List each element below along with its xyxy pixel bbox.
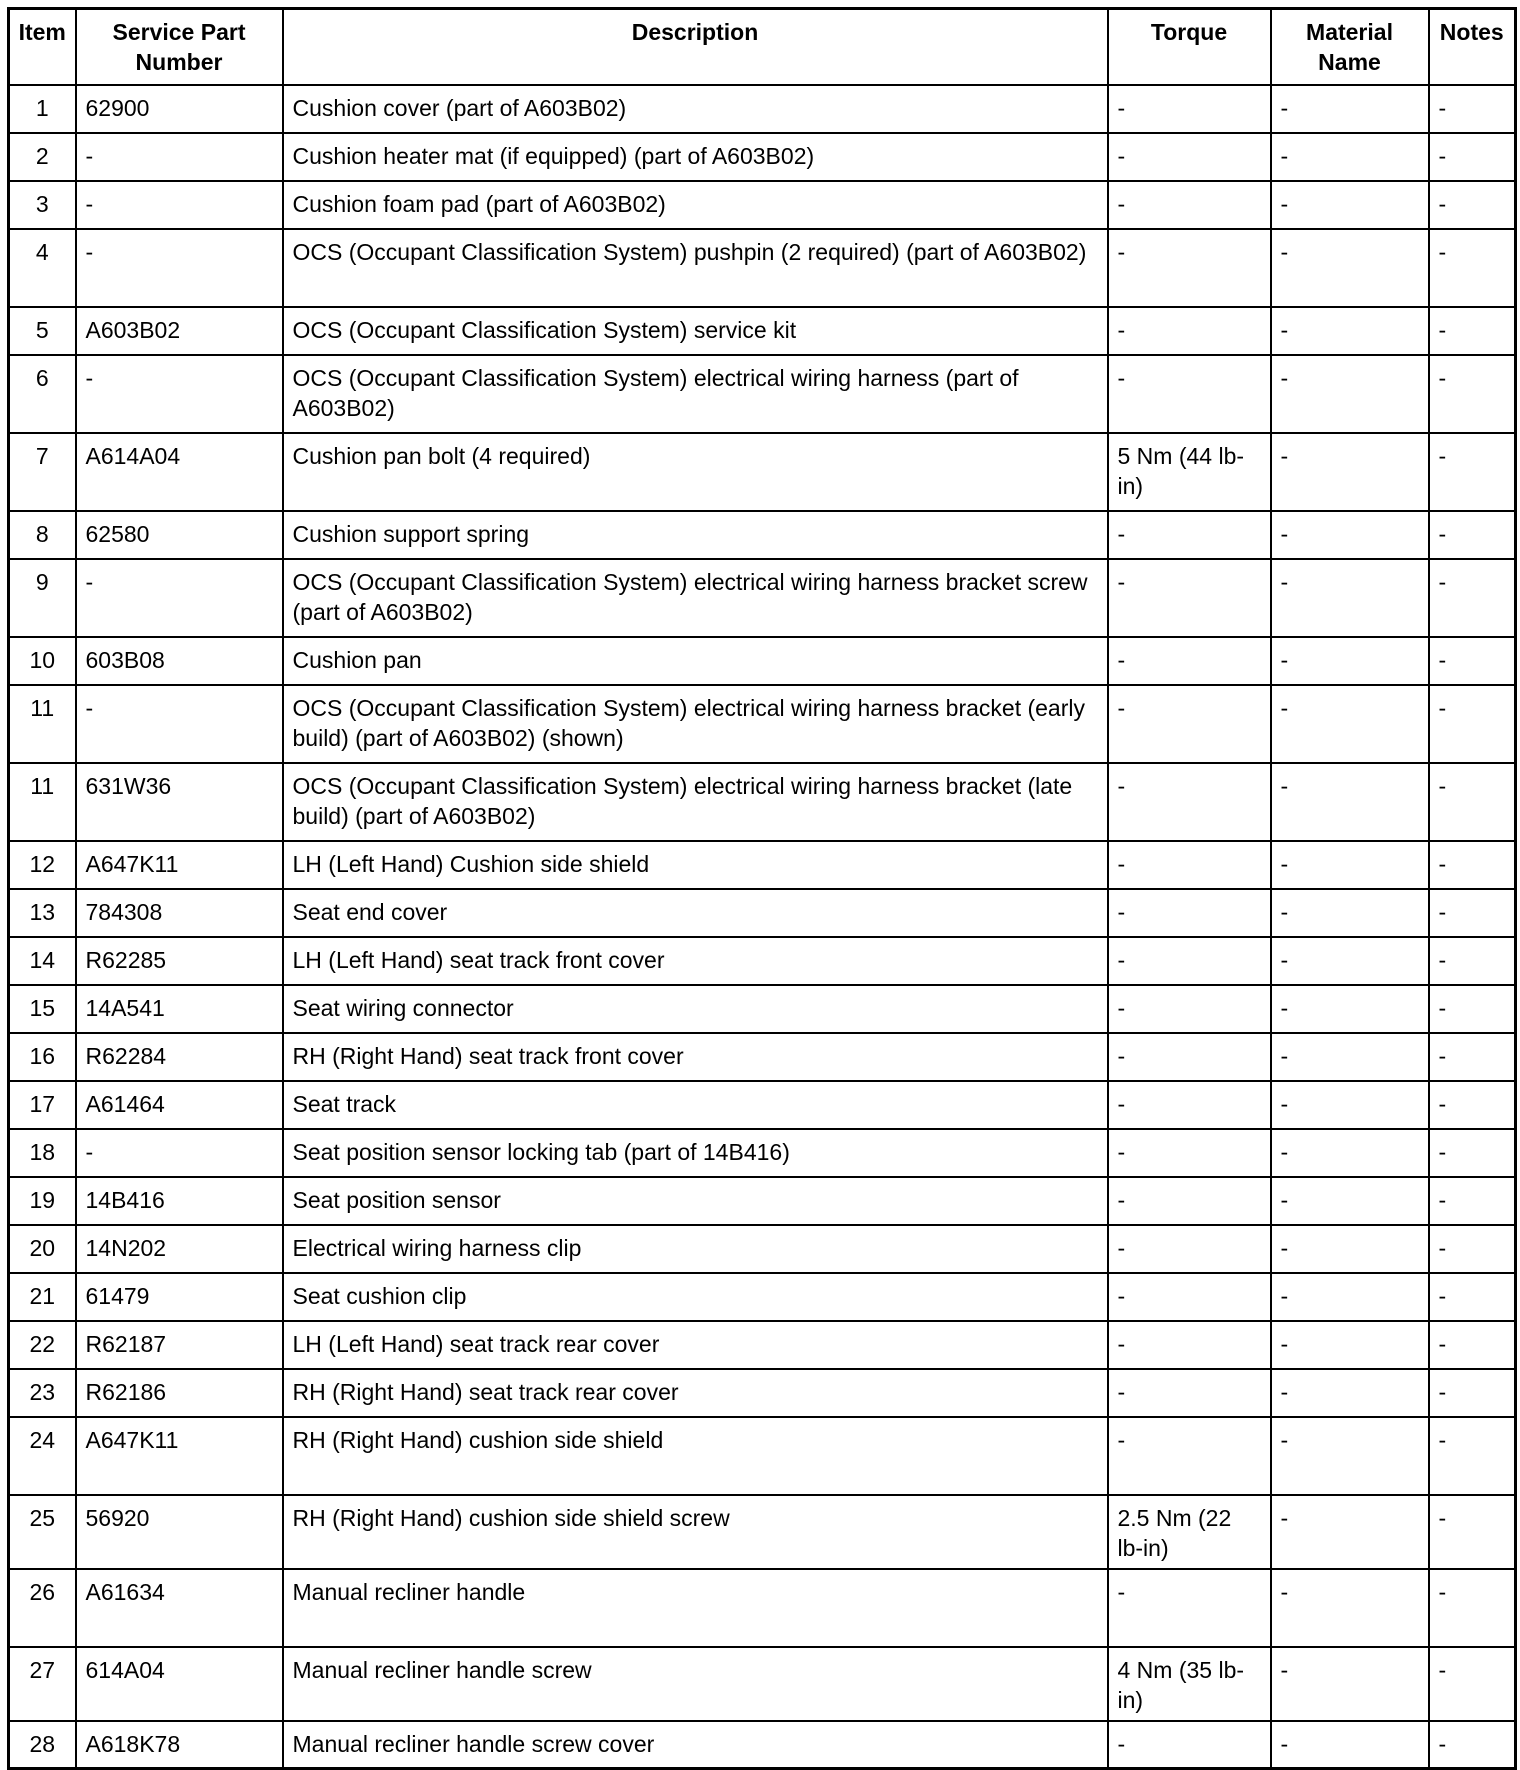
- cell-service-part-number: -: [76, 133, 283, 181]
- cell-service-part-number: 603B08: [76, 637, 283, 685]
- cell-item: 15: [9, 985, 76, 1033]
- cell-torque: -: [1108, 85, 1271, 133]
- cell-notes: -: [1429, 355, 1516, 433]
- header-torque: Torque: [1108, 9, 1271, 85]
- cell-item: 3: [9, 181, 76, 229]
- cell-torque: -: [1108, 307, 1271, 355]
- cell-item: 6: [9, 355, 76, 433]
- cell-torque: -: [1108, 1225, 1271, 1273]
- cell-notes: -: [1429, 1225, 1516, 1273]
- cell-description: OCS (Occupant Classification System) electrical wiring harness bracket screw (part of A603B02): [283, 559, 1108, 637]
- cell-item: 21: [9, 1273, 76, 1321]
- cell-item: 25: [9, 1495, 76, 1569]
- cell-service-part-number: A603B02: [76, 307, 283, 355]
- cell-material-name: -: [1271, 1417, 1429, 1495]
- cell-material-name: -: [1271, 1129, 1429, 1177]
- cell-description: RH (Right Hand) seat track front cover: [283, 1033, 1108, 1081]
- table-row: [9, 85, 1516, 133]
- cell-torque: -: [1108, 889, 1271, 937]
- cell-material-name: -: [1271, 559, 1429, 637]
- cell-torque: -: [1108, 637, 1271, 685]
- cell-description: OCS (Occupant Classification System) electrical wiring harness (part of A603B02): [283, 355, 1108, 433]
- cell-torque: -: [1108, 985, 1271, 1033]
- table-row: [9, 1081, 1516, 1129]
- cell-item: 16: [9, 1033, 76, 1081]
- cell-notes: -: [1429, 511, 1516, 559]
- cell-description: RH (Right Hand) cushion side shield screw: [283, 1495, 1108, 1569]
- cell-description: Manual recliner handle screw cover: [283, 1721, 1108, 1769]
- cell-notes: -: [1429, 1321, 1516, 1369]
- cell-description: RH (Right Hand) seat track rear cover: [283, 1369, 1108, 1417]
- cell-item: 5: [9, 307, 76, 355]
- cell-service-part-number: 62580: [76, 511, 283, 559]
- cell-material-name: -: [1271, 1273, 1429, 1321]
- cell-notes: -: [1429, 889, 1516, 937]
- cell-service-part-number: 784308: [76, 889, 283, 937]
- cell-description: Seat cushion clip: [283, 1273, 1108, 1321]
- cell-service-part-number: R62285: [76, 937, 283, 985]
- cell-material-name: -: [1271, 1369, 1429, 1417]
- cell-description: Seat position sensor: [283, 1177, 1108, 1225]
- cell-material-name: -: [1271, 1081, 1429, 1129]
- cell-notes: -: [1429, 1417, 1516, 1495]
- cell-description: Cushion foam pad (part of A603B02): [283, 181, 1108, 229]
- cell-torque: 2.5 Nm (22 lb-in): [1108, 1495, 1271, 1569]
- cell-torque: -: [1108, 1177, 1271, 1225]
- cell-notes: -: [1429, 985, 1516, 1033]
- cell-torque: -: [1108, 229, 1271, 307]
- cell-service-part-number: -: [76, 355, 283, 433]
- cell-description: Cushion support spring: [283, 511, 1108, 559]
- cell-notes: -: [1429, 937, 1516, 985]
- cell-description: Cushion heater mat (if equipped) (part of A603B02): [283, 133, 1108, 181]
- cell-notes: -: [1429, 1569, 1516, 1647]
- table-row: [9, 937, 1516, 985]
- cell-notes: -: [1429, 307, 1516, 355]
- cell-notes: -: [1429, 133, 1516, 181]
- cell-service-part-number: A61464: [76, 1081, 283, 1129]
- cell-service-part-number: 56920: [76, 1495, 283, 1569]
- cell-material-name: -: [1271, 937, 1429, 985]
- table-row: [9, 1321, 1516, 1369]
- cell-torque: -: [1108, 763, 1271, 841]
- cell-notes: -: [1429, 1177, 1516, 1225]
- cell-torque: -: [1108, 559, 1271, 637]
- cell-item: 26: [9, 1569, 76, 1647]
- cell-service-part-number: A647K11: [76, 841, 283, 889]
- cell-description: Seat position sensor locking tab (part of 14B416): [283, 1129, 1108, 1177]
- header-description: Description: [283, 9, 1108, 85]
- cell-description: OCS (Occupant Classification System) pushpin (2 required) (part of A603B02): [283, 229, 1108, 307]
- parts-table: [7, 7, 1517, 1770]
- cell-material-name: -: [1271, 841, 1429, 889]
- cell-notes: -: [1429, 763, 1516, 841]
- table-row: [9, 685, 1516, 763]
- cell-service-part-number: 62900: [76, 85, 283, 133]
- cell-item: 28: [9, 1721, 76, 1769]
- cell-material-name: -: [1271, 433, 1429, 511]
- cell-service-part-number: 614A04: [76, 1647, 283, 1721]
- cell-service-part-number: 61479: [76, 1273, 283, 1321]
- cell-material-name: -: [1271, 355, 1429, 433]
- cell-notes: -: [1429, 1273, 1516, 1321]
- cell-notes: -: [1429, 559, 1516, 637]
- cell-material-name: -: [1271, 763, 1429, 841]
- cell-torque: -: [1108, 1081, 1271, 1129]
- cell-material-name: -: [1271, 229, 1429, 307]
- cell-material-name: -: [1271, 1569, 1429, 1647]
- cell-notes: -: [1429, 841, 1516, 889]
- cell-torque: -: [1108, 685, 1271, 763]
- cell-item: 18: [9, 1129, 76, 1177]
- cell-description: Seat track: [283, 1081, 1108, 1129]
- cell-item: 9: [9, 559, 76, 637]
- table-row: [9, 1273, 1516, 1321]
- header-service-part-number: Service Part Number: [76, 9, 283, 85]
- table-row: [9, 307, 1516, 355]
- cell-item: 2: [9, 133, 76, 181]
- cell-service-part-number: -: [76, 559, 283, 637]
- cell-torque: 4 Nm (35 lb-in): [1108, 1647, 1271, 1721]
- cell-torque: -: [1108, 937, 1271, 985]
- cell-material-name: -: [1271, 889, 1429, 937]
- cell-material-name: -: [1271, 685, 1429, 763]
- cell-description: LH (Left Hand) seat track front cover: [283, 937, 1108, 985]
- header-notes: Notes: [1429, 9, 1516, 85]
- cell-item: 4: [9, 229, 76, 307]
- cell-torque: -: [1108, 1033, 1271, 1081]
- cell-notes: -: [1429, 685, 1516, 763]
- cell-notes: -: [1429, 1721, 1516, 1769]
- cell-item: 11: [9, 763, 76, 841]
- table-row: [9, 1225, 1516, 1273]
- cell-material-name: -: [1271, 1033, 1429, 1081]
- cell-torque: -: [1108, 181, 1271, 229]
- cell-torque: -: [1108, 1417, 1271, 1495]
- cell-item: 19: [9, 1177, 76, 1225]
- cell-service-part-number: A614A04: [76, 433, 283, 511]
- table-row: [9, 1647, 1516, 1721]
- cell-service-part-number: 14B416: [76, 1177, 283, 1225]
- cell-item: 17: [9, 1081, 76, 1129]
- cell-notes: -: [1429, 85, 1516, 133]
- cell-notes: -: [1429, 433, 1516, 511]
- header-row: [9, 9, 1516, 85]
- cell-item: 1: [9, 85, 76, 133]
- cell-material-name: -: [1271, 1321, 1429, 1369]
- cell-material-name: -: [1271, 1495, 1429, 1569]
- cell-torque: -: [1108, 1369, 1271, 1417]
- cell-notes: -: [1429, 1129, 1516, 1177]
- table-row: [9, 1369, 1516, 1417]
- table-row: [9, 763, 1516, 841]
- cell-notes: -: [1429, 637, 1516, 685]
- cell-notes: -: [1429, 1369, 1516, 1417]
- cell-material-name: -: [1271, 1647, 1429, 1721]
- cell-service-part-number: R62186: [76, 1369, 283, 1417]
- cell-torque: -: [1108, 1721, 1271, 1769]
- cell-item: 8: [9, 511, 76, 559]
- cell-torque: -: [1108, 1569, 1271, 1647]
- cell-description: LH (Left Hand) Cushion side shield: [283, 841, 1108, 889]
- table-row: [9, 1177, 1516, 1225]
- table-row: [9, 1721, 1516, 1769]
- table-row: [9, 181, 1516, 229]
- cell-description: OCS (Occupant Classification System) service kit: [283, 307, 1108, 355]
- cell-service-part-number: 14N202: [76, 1225, 283, 1273]
- cell-torque: 5 Nm (44 lb-in): [1108, 433, 1271, 511]
- cell-description: Manual recliner handle screw: [283, 1647, 1108, 1721]
- table-row: [9, 511, 1516, 559]
- cell-item: 11: [9, 685, 76, 763]
- table-row: [9, 889, 1516, 937]
- cell-service-part-number: A647K11: [76, 1417, 283, 1495]
- cell-notes: -: [1429, 1033, 1516, 1081]
- table-body: [9, 85, 1516, 1769]
- cell-description: Seat wiring connector: [283, 985, 1108, 1033]
- table-row: [9, 985, 1516, 1033]
- cell-description: OCS (Occupant Classification System) electrical wiring harness bracket (late build) (part of A603B02): [283, 763, 1108, 841]
- cell-torque: -: [1108, 355, 1271, 433]
- cell-service-part-number: -: [76, 181, 283, 229]
- header-item: Item: [9, 9, 76, 85]
- cell-service-part-number: A61634: [76, 1569, 283, 1647]
- table-row: [9, 433, 1516, 511]
- cell-service-part-number: 631W36: [76, 763, 283, 841]
- cell-description: LH (Left Hand) seat track rear cover: [283, 1321, 1108, 1369]
- table-row: [9, 637, 1516, 685]
- cell-torque: -: [1108, 1273, 1271, 1321]
- cell-service-part-number: -: [76, 685, 283, 763]
- cell-description: Electrical wiring harness clip: [283, 1225, 1108, 1273]
- cell-material-name: -: [1271, 637, 1429, 685]
- table-row: [9, 841, 1516, 889]
- cell-torque: -: [1108, 1129, 1271, 1177]
- cell-notes: -: [1429, 1495, 1516, 1569]
- table-row: [9, 1033, 1516, 1081]
- table-header: [9, 9, 1516, 85]
- cell-item: 12: [9, 841, 76, 889]
- cell-material-name: -: [1271, 1225, 1429, 1273]
- cell-description: OCS (Occupant Classification System) electrical wiring harness bracket (early build) (part of A603B02) (shown): [283, 685, 1108, 763]
- cell-service-part-number: R62187: [76, 1321, 283, 1369]
- cell-torque: -: [1108, 133, 1271, 181]
- cell-description: RH (Right Hand) cushion side shield: [283, 1417, 1108, 1495]
- cell-item: 24: [9, 1417, 76, 1495]
- cell-material-name: -: [1271, 307, 1429, 355]
- cell-item: 7: [9, 433, 76, 511]
- cell-service-part-number: A618K78: [76, 1721, 283, 1769]
- cell-description: Cushion cover (part of A603B02): [283, 85, 1108, 133]
- cell-torque: -: [1108, 511, 1271, 559]
- cell-service-part-number: -: [76, 229, 283, 307]
- cell-description: Cushion pan bolt (4 required): [283, 433, 1108, 511]
- cell-material-name: -: [1271, 85, 1429, 133]
- cell-item: 14: [9, 937, 76, 985]
- cell-item: 10: [9, 637, 76, 685]
- cell-notes: -: [1429, 181, 1516, 229]
- cell-item: 27: [9, 1647, 76, 1721]
- table-row: [9, 1569, 1516, 1647]
- table-row: [9, 1495, 1516, 1569]
- cell-material-name: -: [1271, 1177, 1429, 1225]
- cell-service-part-number: 14A541: [76, 985, 283, 1033]
- cell-service-part-number: -: [76, 1129, 283, 1177]
- cell-material-name: -: [1271, 1721, 1429, 1769]
- cell-item: 23: [9, 1369, 76, 1417]
- cell-notes: -: [1429, 1081, 1516, 1129]
- cell-description: Seat end cover: [283, 889, 1108, 937]
- cell-item: 20: [9, 1225, 76, 1273]
- cell-torque: -: [1108, 1321, 1271, 1369]
- cell-material-name: -: [1271, 511, 1429, 559]
- table-row: [9, 559, 1516, 637]
- cell-description: Manual recliner handle: [283, 1569, 1108, 1647]
- cell-item: 13: [9, 889, 76, 937]
- cell-torque: -: [1108, 841, 1271, 889]
- cell-service-part-number: R62284: [76, 1033, 283, 1081]
- cell-material-name: -: [1271, 133, 1429, 181]
- cell-item: 22: [9, 1321, 76, 1369]
- cell-description: Cushion pan: [283, 637, 1108, 685]
- cell-notes: -: [1429, 229, 1516, 307]
- cell-notes: -: [1429, 1647, 1516, 1721]
- table-row: [9, 229, 1516, 307]
- table-row: [9, 133, 1516, 181]
- table-row: [9, 355, 1516, 433]
- header-material-name: Material Name: [1271, 9, 1429, 85]
- cell-material-name: -: [1271, 181, 1429, 229]
- table-row: [9, 1417, 1516, 1495]
- table-row: [9, 1129, 1516, 1177]
- cell-material-name: -: [1271, 985, 1429, 1033]
